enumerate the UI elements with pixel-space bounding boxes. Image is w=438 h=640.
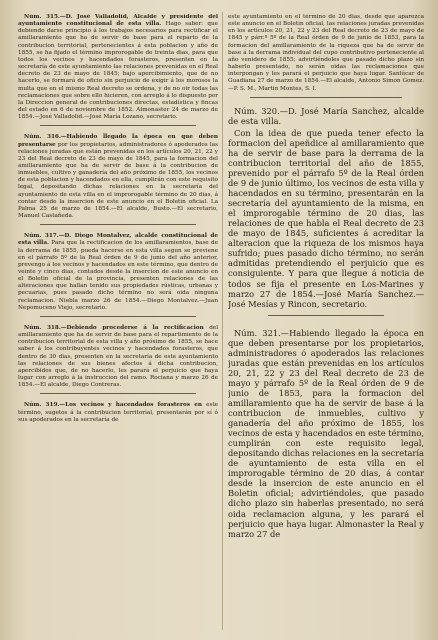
separator-rule — [250, 97, 402, 98]
notice-321 — [228, 328, 424, 539]
notice-317-body: Para que la rectificacion de los amillaramientos, base de la derrama de 1855, pueda hacerse en esta villa segun se previene en el párrafo 5º de la Real órden de 9 de junio del año anterior, prevengo á los vecinos y hacendados en este término, que dentro de veinte y cinco dias, contados desde la insercion de este anuncio en el Boletin oficial de la provincia, presenten relaciones de las alteraciones que hallan tenido sus propiedades rústicas, urbanas y pecuarias, pues pasado dicho término no será oida ninguna reclamacion. Niebla marzo 26 de 1854.—Diego Montalvez.—Juan Nepomuceno Viejo, secretario. — [18, 240, 218, 311]
notice-316-body: por los propietarios, administradores ó apoderados las relaciones juradas que están prevenidas en los artículos 20, 21, 22 y 23 del Real decreto de 23 de mayo de 1845, para la formacion del amillaramiento que ha de servir de base á la contribucion de inmuebles, cultivo y ganadería del año próximo de 1855, los vecinos de esta poblacion y hacendados en ella, cumplirán con este requisito legal, depositando dichas relaciones en la secretaría del ayuntamiento de esta villa en el improrogable término de 20 dias, á contar desde la insercion de este anuncio en el Boletin oficial. La Palma 25 de marzo de 1854.—El alcalde, Busto.—El secretario, Manuel Castañeda. — [18, 141, 218, 220]
separator-rule — [40, 316, 196, 317]
notice-320-heading: Núm. 320.—D. José María Sanchez, alcalde de esta villa. — [228, 105, 424, 126]
notice-320 — [228, 106, 424, 309]
notice-319 — [18, 402, 218, 423]
column-divider — [222, 12, 223, 630]
separator-rule — [40, 224, 196, 225]
notice-320-body: Con la idea de que pueda tener efecto la formacion del apeñdice al amillaramiento que ha de servir de base para la derrama de la contribucion territorial del año de 1855, prevenido por el párrafo 5º de la Real órden de 9 de junio último, los vecinos de esta villa y hacendados en su término, presentarán en la secretaría del ayuntamiento de la misma, en el improrogable término de 20 dias, las relaciones de que habla el Real decreto de 23 de mayo de 1845, suficientes á acreditar la alteracion que la riqueza de los mismos haya sufrido; pues pasado dicho término, no serán admitidas pretendiendo el perjuicio que es consiguiente. Y para que llegue á noticia de todos se fija el presente en Los-Marines y marzo 27 de 1854.—José María Sanchez.—José Mesías y Rincon, secretario. — [228, 127, 424, 309]
notice-317-heading: Núm. 317.—D. Diego Montalvez, alcalde constitucional de esta villa. — [18, 233, 218, 247]
notice-318 — [18, 325, 218, 389]
notice-315-body: Hago saber: que debiendo darse principio á los trabajos necesarios para rectificar el amillaramiento que ha de servir de base para el reparto de la contribucion territorial, pertenecientes á esta poblacion y año de 1855, se ha fijado el término improrogable de treinta dias, para que todos los vecinos y hacendados forasteros, presenten en la secretaría de este ayuntamiento las relaciones prevenidas en el Real decreto de 23 de mayo de 1845; bajo apercibimiento, que de no hacerlo, se formará de oficio sin perjuicio de exigir á los morosos la multa que en el mismo Real decreto se ordena, y de no oir todas las reclamaciones que sobre ello hicieren, con arreglo á lo dispuesto por la Direccion general de contribuciones directas, estadística y fincas del estado en 6 de noviembre de 1852. Almonaster 24 de marzo de 1854.—José Valladolid.—José María Lozano, secretario. — [18, 21, 218, 121]
notice-316-heading: Núm. 316.—Habiendo llegado la época en que deben presentarse — [18, 134, 218, 148]
notice-321-heading: Núm. 321.—Habiendo llegado la época — [234, 327, 409, 338]
notice-317 — [18, 233, 218, 312]
left-column — [18, 14, 218, 632]
notice-319-continuation: este ayuntamiento en el término de 20 dias, desde que aparezca este anuncio en el Boletin oficial, las relaciones juradas prevenidas en los artículos 20, 21, 22 y 23 del Real decreto de 23 de mayo de 1845 y párr.º 5º de la Real órden de 9 de junio de 1853, para la formacion del amillaramiento de la riqueza que ha de servir de base á la derrama individual del cupo contributivo perteneciente al año venidero de 1855; advirtiéndoles que pasado dicho plazo sin haberlo presentado, no serán oidas las reclamaciones que interpongan y les parará el perjuicio que haya lugar. Sanlúcar de Guadiana 27 de marzo de 1854.—El alcalde, Antonio Simon Gomez.—P. S. M., Martin Montes, S. I. — [228, 14, 424, 92]
notice-319-body: este término, sugetos á la contribucion territorial, presentarán por sí ó sus apoderados en la secretaría de — [18, 402, 218, 423]
notice-316 — [18, 134, 218, 220]
separator-rule — [268, 315, 384, 316]
notice-315 — [18, 14, 218, 121]
notice-321-body: en que deben presentarse por los propietarios, administradores ó apoderados las relaciones juradas que están prevenidas en los artículos 20, 21, 22 y 23 del Real decreto de 23 de mayo y párrafo 5º de la Real órden de 9 de junio de 1853, para la formacion del amillaramiento que ha de servir de base á la contribucion de inmuebles, cultivo y ganadería del año próximo de 1855, los vecinos de esta y hacendados en este término, cumplirán con este requisito legal, depositando dichas relaciones en la secretaría de ayuntamiento de esta villa en el improrogable término de 20 dias, á contar desde la insercion de este anuncio en el Boletin oficial; advirtiéndoles, que pasado dicho plazo sin haberlas presentado, no será oida reclamacion alguna, y les parará el perjuicio que haya lugar. Almonaster la Real y marzo 27 de — [228, 327, 424, 539]
notice-315-heading: Núm. 315.—D. José Valladolid, Alcalde y presidente del ayuntamiento constitucional de esta villa. — [18, 14, 218, 28]
separator-rule — [40, 125, 196, 126]
notice-318-heading: Núm. 318.—Debiendo procederse á la rectificacion — [24, 324, 204, 331]
separator-rule — [40, 393, 196, 394]
notice-321-text — [228, 328, 424, 539]
notice-318-body: del amillaramiento que ha de servir de base para el repartimiento de la contribucion territorial de esta villa y año próximo de 1855, se hace saber á los contribuyentes vecinos y hacendados forasteros, que dentro de 30 dias, presenten en la secretaría de este ayuntamiento las relaciones de sus bienes afectos á dicha contribucion, apercibidos que, de no hacerlo, les parará el perjuicio que haya lugar con arreglo á la instruccion del ramo. Rociana y marzo 26 de 1854.—El alcalde, Diego Contreras. — [18, 324, 218, 389]
right-column — [228, 14, 424, 632]
notice-320-heading-line — [228, 106, 424, 126]
notice-319-heading: Núm. 319.—Los vecinos y hacendados forasteros en — [24, 402, 203, 409]
